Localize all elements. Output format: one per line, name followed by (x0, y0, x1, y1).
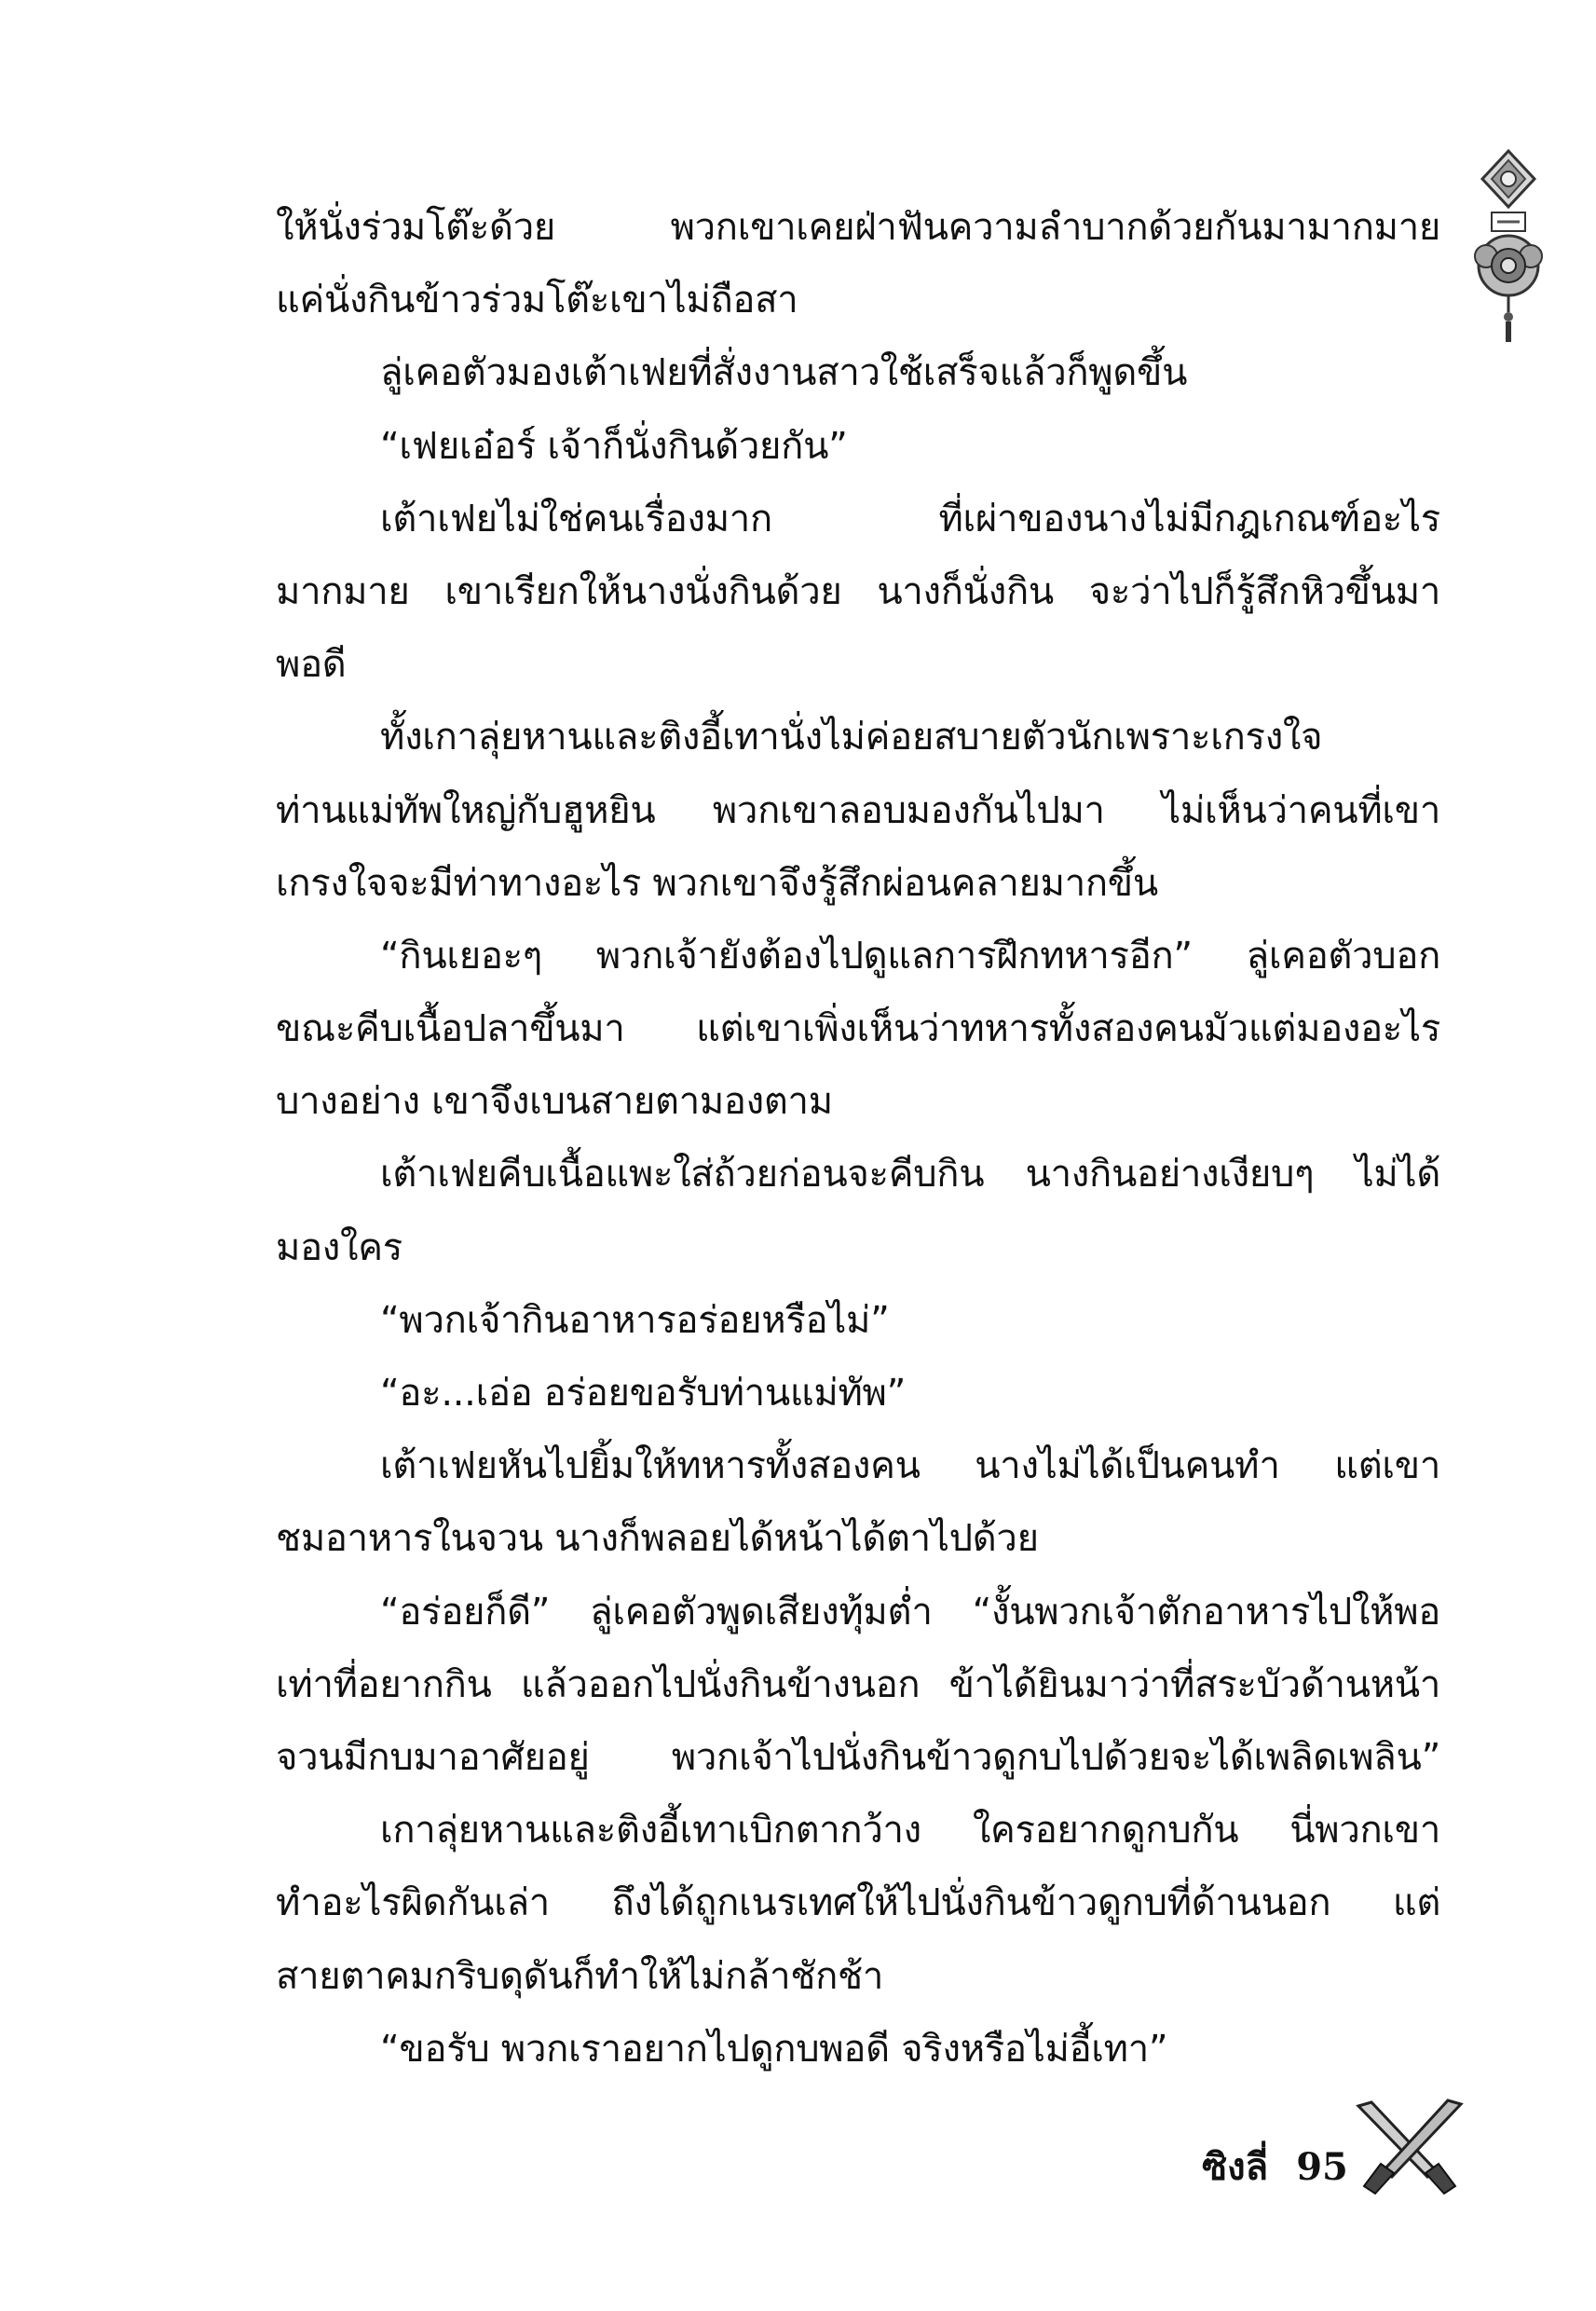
text-line: “อะ...เอ่อ อร่อยขอรับท่านแม่ทัพ” (380, 1372, 906, 1415)
text-line: แค่นั่งกินข้าวร่วมโต๊ะเขาไม่ถือสา (276, 279, 798, 322)
text-line: มากมาย เขาเรียกให้นางนั่งกินด้วย นางก็นั่งกิน จะว่าไปก็รู้สึกหิวขึ้นมา (276, 569, 1440, 613)
text-line: เกรงใจจะมีท่าทางอะไร พวกเขาจึงรู้สึกผ่อนคลายมากขึ้น (276, 861, 1158, 905)
text-line: ลู่เคอตัวมองเต้าเฟยที่สั่งงานสาวใช้เสร็จแล้วก็พูดขึ้น (380, 351, 1188, 395)
body-text (276, 191, 1440, 2085)
text-line: ท่านแม่ทัพใหญ่กับฮูหยิน พวกเขาลอบมองกันไปมา ไม่เห็นว่าคนที่เขา (276, 788, 1440, 832)
text-line: เต้าเฟยคีบเนื้อแพะใส่ถ้วยก่อนจะคีบกิน นางกินอย่างเงียบๆ ไม่ได้ (380, 1153, 1440, 1197)
text-line: เต้าเฟยไม่ใช่คนเรื่องมาก ที่เผ่าของนางไม่มีกฎเกณฑ์อะไร (380, 497, 1440, 540)
text-line: มองใคร (276, 1225, 402, 1269)
running-title: ซิงลี่ (1202, 2145, 1269, 2189)
text-line: ชมอาหารในจวน นางก็พลอยได้หน้าได้ตาไปด้วย (276, 1517, 1039, 1561)
text-line: บางอย่าง เขาจึงเบนสายตามองตาม (276, 1080, 833, 1124)
text-line: “อร่อยก็ดี” ลู่เคอตัวพูดเสียงทุ้มต่ำ “งั้นพวกเจ้าตักอาหารไปให้พอ (380, 1590, 1440, 1634)
page-footer (1202, 2139, 1348, 2195)
text-line: เต้าเฟยหันไปยิ้มให้ทหารทั้งสองคน นางไม่ได้เป็นคนทำ แต่เขา (380, 1444, 1440, 1488)
crossed-swords-icon (1351, 2097, 1467, 2199)
text-line: “พวกเจ้ากินอาหารอร่อยหรือไม่” (380, 1298, 890, 1342)
text-line: “เฟยเอ๋อร์ เจ้าก็นั่งกินด้วยกัน” (380, 424, 848, 468)
text-line: เกาลุ่ยหานและติงอี้เทาเบิกตากว้าง ใครอยากดูกบกัน นี่พวกเขา (380, 1809, 1440, 1853)
text-line: ให้นั่งร่วมโต๊ะด้วย พวกเขาเคยฝ่าฟันความลำบากด้วยกันมามากมาย (276, 206, 1440, 249)
page-number: 95 (1296, 2144, 1348, 2189)
text-line: “กินเยอะๆ พวกเจ้ายังต้องไปดูแลการฝึกทหารอีก” ลู่เคอตัวบอก (380, 934, 1440, 978)
text-line: “ขอรับ พวกเราอยากไปดูกบพอดี จริงหรือไม่อี้เทา” (380, 2027, 1168, 2071)
hanging-ornament-icon (1466, 149, 1551, 345)
text-line: ทั้งเกาลุ่ยหานและติงอี้เทานั่งไม่ค่อยสบายตัวนักเพราะเกรงใจ (380, 716, 1323, 759)
text-line: ขณะคีบเนื้อปลาขึ้นมา แต่เขาเพิ่งเห็นว่าทหารทั้งสองคนมัวแต่มองอะไร (276, 1007, 1440, 1051)
text-line: ทำอะไรผิดกันเล่า ถึงได้ถูกเนรเทศให้ไปนั่งกินข้าวดูกบที่ด้านนอก แต่ (276, 1881, 1440, 1925)
text-line: พอดี (276, 643, 347, 687)
text-line: สายตาคมกริบดุดันก็ทำให้ไม่กล้าชักช้า (276, 1954, 884, 1998)
text-line: จวนมีกบมาอาศัยอยู่ พวกเจ้าไปนั่งกินข้าวดูกบไปด้วยจะได้เพลิดเพลิน” (276, 1735, 1440, 1779)
text-line: เท่าที่อยากกิน แล้วออกไปนั่งกินข้างนอก ข้าได้ยินมาว่าที่สระบัวด้านหน้า (276, 1662, 1440, 1706)
